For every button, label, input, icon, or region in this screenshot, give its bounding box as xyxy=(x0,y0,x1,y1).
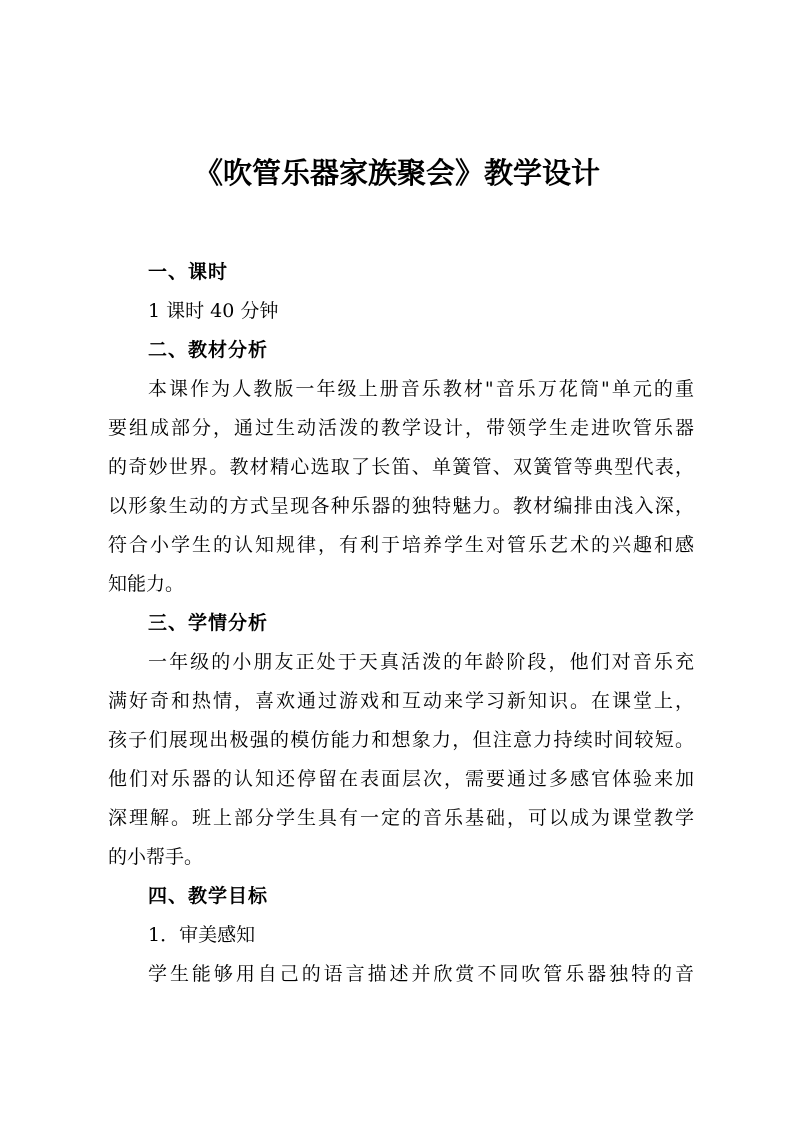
paragraph-line: 孩子们展现出极强的模仿能力和想象力，但注意力持续时间较短。 xyxy=(108,729,694,751)
paragraph-line: 一年级的小朋友正处于天真活泼的年龄阶段，他们对音乐充 xyxy=(148,651,694,673)
paragraph-line: 符合小学生的认知规律，有利于培养学生对管乐艺术的兴趣和感 xyxy=(108,534,694,556)
section-heading-textbook: 二、教材分析 xyxy=(148,339,269,361)
paragraph-line: 要组成部分，通过生动活泼的教学设计，带领学生走进吹管乐器 xyxy=(108,417,694,439)
paragraph-line: 的奇妙世界。教材精心选取了长笛、单簧管、双簧管等典型代表， xyxy=(108,456,694,478)
section-heading-learners: 三、学情分析 xyxy=(148,612,269,634)
paragraph-line: 深理解。班上部分学生具有一定的音乐基础，可以成为课堂教学 xyxy=(108,807,694,829)
paragraph-line: 满好奇和热情，喜欢通过游戏和互动来学习新知识。在课堂上， xyxy=(108,690,694,712)
section-heading-lesson-time: 一、课时 xyxy=(148,261,229,283)
paragraph-line: 以形象生动的方式呈现各种乐器的独特魅力。教材编排由浅入深， xyxy=(108,495,694,517)
lesson-time-text: 1 课时 40 分钟 xyxy=(148,300,279,322)
paragraph-line: 知能力。 xyxy=(108,573,185,595)
paragraph-line: 本课作为人教版一年级上册音乐教材"音乐万花筒"单元的重 xyxy=(148,378,694,400)
paragraph-line: 的小帮手。 xyxy=(108,846,204,868)
paragraph-line: 他们对乐器的认知还停留在表面层次，需要通过多感官体验来加 xyxy=(108,768,694,790)
sub-heading-aesthetic: 1．审美感知 xyxy=(148,924,256,946)
paragraph-line: 学生能够用自己的语言描述并欣赏不同吹管乐器独特的音 xyxy=(148,963,694,985)
section-heading-objectives: 四、教学目标 xyxy=(148,885,269,907)
document-body xyxy=(108,253,694,994)
page-title: 《吹管乐器家族聚会》教学设计 xyxy=(193,156,600,190)
